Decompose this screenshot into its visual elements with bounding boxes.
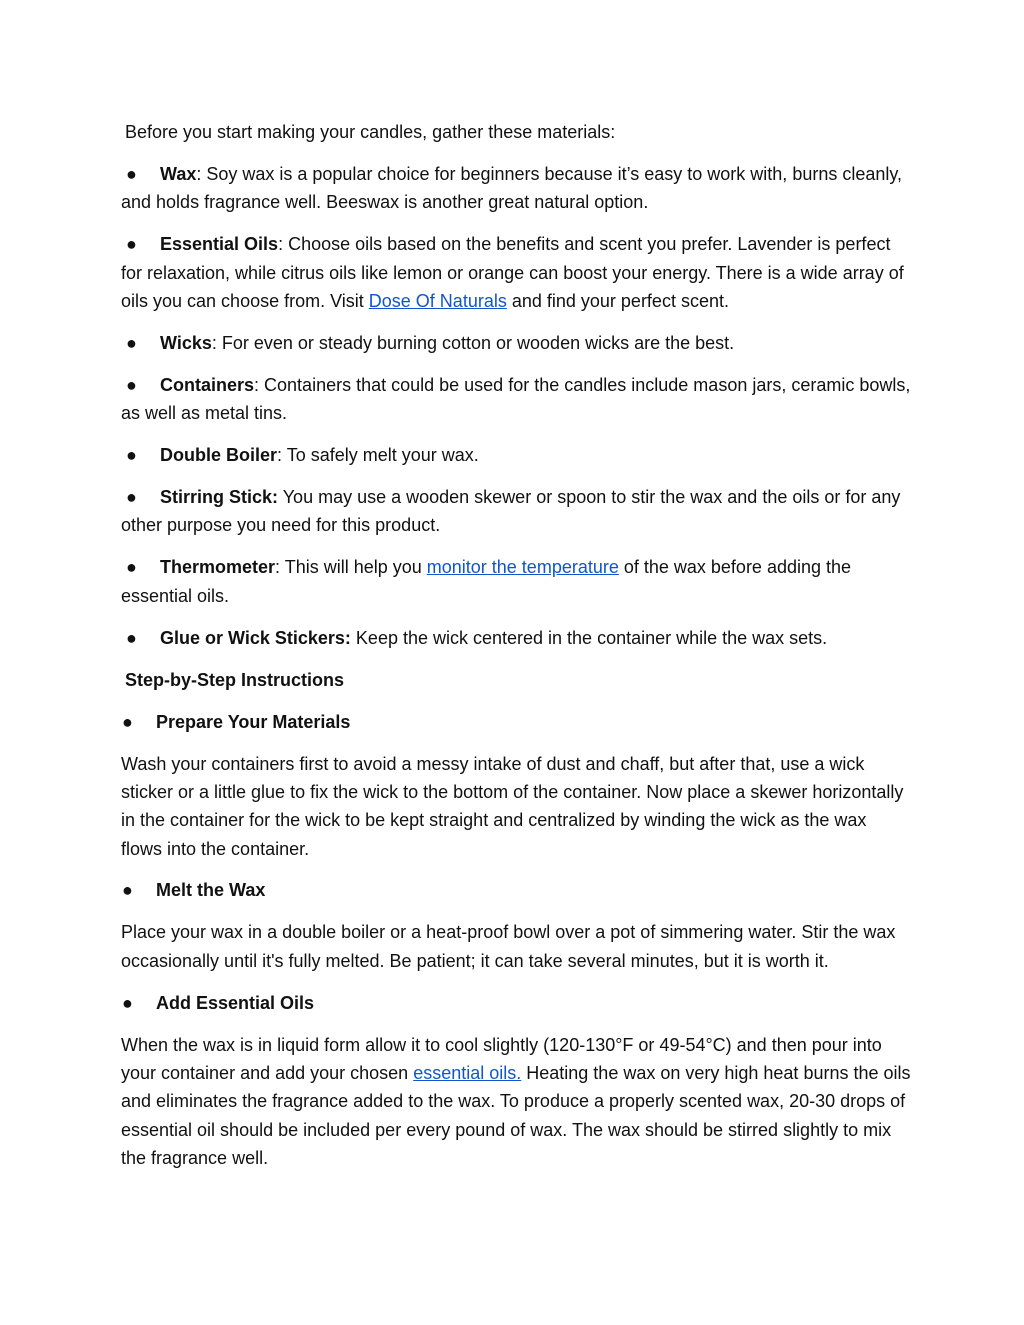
bullet-icon: ●	[122, 992, 133, 1013]
material-text: : To safely melt your wax.	[277, 445, 479, 466]
step-heading-prepare	[121, 708, 911, 736]
monitor-temperature-link[interactable]: monitor the temperature	[426, 557, 619, 578]
material-text: : This will help you	[275, 557, 427, 578]
material-text: Keep the wick centered in the container while the wax sets.	[350, 627, 828, 648]
step-body-melt: Place your wax in a double boiler or a heat-proof bowl over a pot of simmering water. Stir the wax occasionally until it's fully melted. Be patient; it can take several minutes, but it is worth it.	[121, 922, 896, 971]
step-heading-text: Melt the Wax	[156, 880, 266, 901]
bullet-icon: ●	[126, 445, 137, 466]
material-text: of the wax before adding the essential oils.	[121, 557, 852, 606]
material-wicks	[121, 329, 911, 357]
step-heading-melt	[121, 876, 911, 904]
essential-oils-link[interactable]: essential oils.	[413, 1063, 522, 1084]
material-text: You may use a wooden skewer or spoon to stir the wax and the oils or for any other purpose you need for this product.	[121, 487, 901, 536]
bullet-icon: ●	[126, 487, 137, 508]
material-wax	[121, 160, 911, 217]
bullet-icon: ●	[126, 627, 137, 648]
dose-of-naturals-link[interactable]: Dose Of Naturals	[368, 290, 507, 311]
bullet-icon: ●	[122, 880, 133, 901]
document-body	[121, 118, 911, 1186]
intro-paragraph: Before you start making your candles, gather these materials:	[125, 122, 616, 142]
material-term: Thermometer	[160, 557, 276, 578]
material-glue	[121, 624, 911, 652]
material-text: : Soy wax is a popular choice for beginners because it’s easy to work with, burns cleanly, and holds fragrance well. Beeswax is another great natural option.	[121, 163, 903, 213]
material-term: Essential Oils	[160, 234, 279, 255]
material-text: and find your perfect scent.	[506, 290, 729, 311]
material-term: Containers	[160, 374, 255, 395]
bullet-icon: ●	[126, 332, 137, 353]
step-heading-text: Add Essential Oils	[156, 992, 315, 1013]
step-body-prepare: Wash your containers first to avoid a messy intake of dust and chaff, but after that, use a wick sticker or a little glue to fix the wick to the bottom of the container. Now place a skewer horizontally in the container for the wick to be kept straight and centralized by winding the wick as the wax flows into the container.	[121, 753, 904, 859]
material-text: : For even or steady burning cotton or wooden wicks are the best.	[211, 332, 735, 353]
step-body-oils	[121, 1031, 911, 1172]
step-heading-oils	[121, 989, 911, 1017]
material-text: : Choose oils based on the benefits and scent you prefer. Lavender is perfect for relaxation, while citrus oils like lemon or orange can boost your energy. There is a wide array of oils you can choose from. Visit	[121, 234, 904, 311]
material-essential-oils	[121, 230, 911, 315]
material-text: : Containers that could be used for the candles include mason jars, ceramic bowls, as well as metal tins.	[121, 374, 911, 424]
bullet-icon: ●	[122, 711, 133, 732]
bullet-icon: ●	[126, 163, 137, 184]
material-term: Wax	[160, 163, 197, 184]
material-term: Double Boiler	[160, 445, 278, 466]
material-term: Wicks	[160, 332, 212, 353]
bullet-icon: ●	[126, 557, 137, 578]
steps-title: Step-by-Step Instructions	[125, 669, 345, 690]
material-term: Glue or Wick Stickers:	[160, 627, 351, 648]
step-body-text: When the wax is in liquid form allow it to cool slightly (120-130°F or 49-54°C) and then pour into your container and add your chosen	[121, 1034, 882, 1084]
bullet-icon: ●	[126, 234, 137, 255]
material-double-boiler	[121, 441, 911, 469]
material-term: Stirring Stick:	[160, 487, 279, 508]
material-thermometer	[121, 553, 911, 610]
step-body-text: Heating the wax on very high heat burns the oils and eliminates the fragrance added to the wax. To produce a properly scented wax, 20-30 drops of essential oil should be included per every pound of wax. The wax should be stirred slightly to mix the fragrance well.	[121, 1063, 911, 1168]
material-stirring-stick	[121, 483, 911, 540]
bullet-icon: ●	[126, 374, 137, 395]
material-containers	[121, 371, 911, 428]
step-heading-text: Prepare Your Materials	[156, 711, 351, 732]
